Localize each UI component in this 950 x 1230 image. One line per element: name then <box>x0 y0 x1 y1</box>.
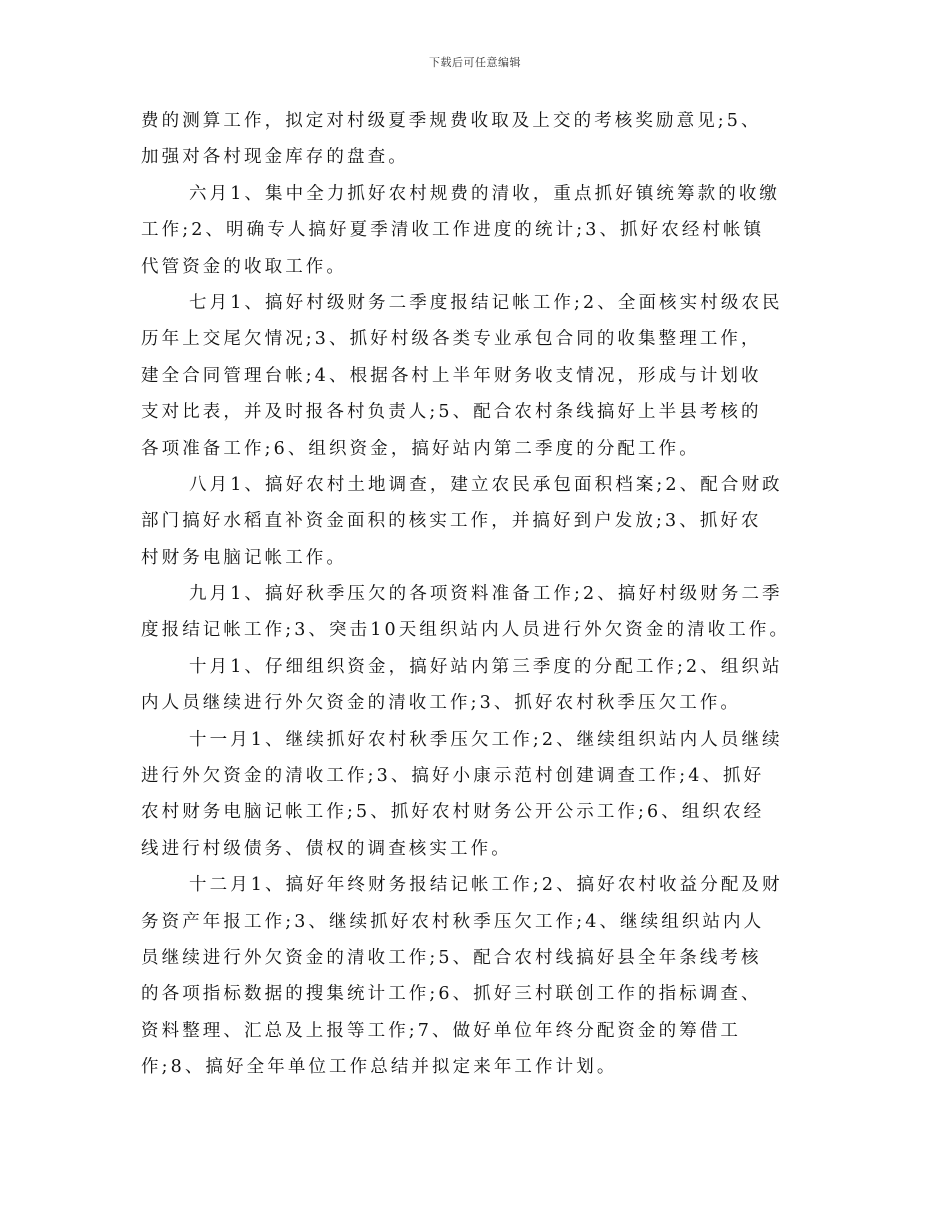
text-line: 内人员继续进行外欠资金的清收工作;3、抓好农村秋季压欠工作。 <box>141 693 742 714</box>
text-line: 加强对各村现金库存的盘查。 <box>141 147 409 168</box>
text-line: 的各项指标数据的搜集统计工作;6、抓好三村联创工作的指标调查、 <box>141 984 762 1005</box>
paragraph <box>141 576 813 649</box>
document-body <box>141 103 813 1086</box>
text-line: 十月1、仔细组织资金，搞好站内第三季度的分配工作;2、组织站 <box>189 656 783 677</box>
text-line: 费的测算工作，拟定对村级夏季规费收取及上交的考核奖励意见;5、 <box>141 111 762 131</box>
paragraph <box>141 467 813 576</box>
text-line: 部门搞好水稻直补资金面积的核实工作，并搞好到户发放;3、抓好农 <box>141 511 762 532</box>
text-line: 作;8、搞好全年单位工作总结并拟定来年工作计划。 <box>141 1057 618 1078</box>
text-line: 进行外欠资金的清收工作;3、搞好小康示范村创建调查工作;4、抓好 <box>141 766 765 787</box>
text-line: 农村财务电脑记帐工作;5、抓好农村财务公开公示工作;6、组织农经 <box>141 802 765 823</box>
text-line: 资料整理、汇总及上报等工作;7、做好单位年终分配资金的筹借工 <box>141 1020 742 1041</box>
text-line: 线进行村级债务、债权的调查核实工作。 <box>141 838 512 859</box>
paragraph <box>141 285 813 467</box>
text-line: 历年上交尾欠情况;3、抓好村级各类专业承包合同的收集整理工作， <box>141 329 762 350</box>
text-line: 十二月1、搞好年终财务报结记帐工作;2、搞好农村收益分配及财 <box>189 875 783 896</box>
paragraph <box>141 867 813 1085</box>
text-line: 六月1、集中全力抓好农村规费的清收，重点抓好镇统筹款的收缴 <box>189 183 781 204</box>
text-line: 务资产年报工作;3、继续抓好农村秋季压欠工作;4、继续组织站内人 <box>141 911 765 932</box>
text-line: 九月1、搞好秋季压欠的各项资料准备工作;2、搞好村级财务二季 <box>189 584 783 605</box>
text-line: 七月1、搞好村级财务二季度报结记帐工作;2、全面核实村级农民 <box>189 292 783 313</box>
text-line: 村财务电脑记帐工作。 <box>141 547 347 568</box>
text-line: 员继续进行外欠资金的清收工作;5、配合农村线搞好县全年条线考核 <box>141 947 762 968</box>
page-header: 下载后可任意编辑 <box>429 56 521 69</box>
text-line: 度报结记帐工作;3、突击10天组织站内人员进行外欠资金的清收工作。 <box>141 620 791 641</box>
paragraph <box>141 103 813 176</box>
text-line: 代管资金的收取工作。 <box>141 256 347 277</box>
text-line: 各项准备工作;6、组织资金，搞好站内第二季度的分配工作。 <box>141 438 700 459</box>
paragraph <box>141 176 813 285</box>
text-line: 建全合同管理台帐;4、根据各村上半年财务收支情况，形成与计划收 <box>141 365 762 386</box>
text-line: 支对比表，并及时报各村负责人;5、配合农村条线搞好上半县考核的 <box>141 402 762 423</box>
paragraph <box>141 722 813 868</box>
text-line: 十一月1、继续抓好农村秋季压欠工作;2、继续组织站内人员继续 <box>189 729 783 750</box>
text-line: 八月1、搞好农村土地调查，建立农民承包面积档案;2、配合财政 <box>189 474 783 495</box>
paragraph <box>141 649 813 722</box>
text-line: 工作;2、明确专人搞好夏季清收工作进度的统计;3、抓好农经村帐镇 <box>141 220 765 241</box>
